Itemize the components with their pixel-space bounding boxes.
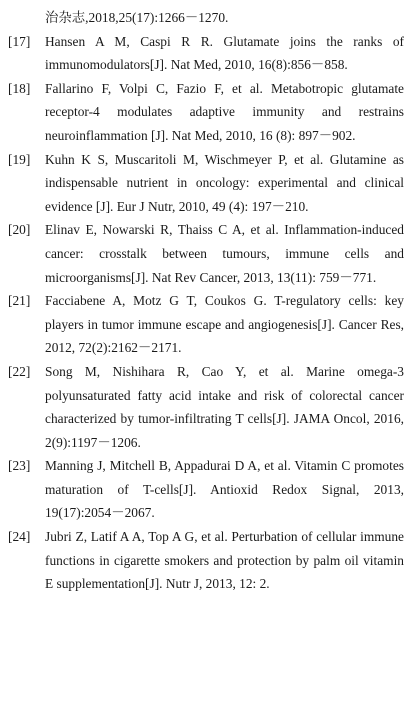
reference-item-23: [8, 454, 404, 525]
reference-number: [19]: [8, 151, 31, 167]
reference-text: Elinav E, Nowarski R, Thaiss C A, et al. Inflammation-induced cancer: crosstalk between tumours, immune cells and microorganisms[J]. Nat Rev Cancer, 2013, 13(11): 759－771.: [45, 222, 404, 285]
reference-continuation: 治杂志,2018,25(17):1266－1270.: [45, 10, 229, 25]
reference-item-19: [8, 148, 404, 219]
reference-number: [24]: [8, 529, 31, 545]
reference-number: [17]: [8, 33, 31, 49]
reference-number: [23]: [8, 458, 31, 474]
reference-text: Fallarino F, Volpi C, Fazio F, et al. Metabotropic glutamate receptor-4 modulates adaptive immunity and restrains neuroinflammation [J]. Nat Med, 2010, 16 (8): 897－902.: [45, 80, 404, 143]
reference-text: Kuhn K S, Muscaritoli M, Wischmeyer P, et al. Glutamine as indispensable nutrient in oncology: experimental and clinical evidence [J]. Eur J Nutr, 2010, 49 (4): 197－210.: [45, 151, 404, 214]
reference-text: Facciabene A, Motz G T, Coukos G. T-regulatory cells: key players in tumor immune escape and angiogenesis[J]. Cancer Res, 2012, 72(2):2162－2171.: [45, 293, 404, 356]
reference-item-24: [8, 525, 404, 596]
reference-item-18: [8, 77, 404, 148]
reference-text: Manning J, Mitchell B, Appadurai D A, et al. Vitamin C promotes maturation of T-cells[J]. Antioxid Redox Signal, 2013, 19(17):2054－2067.: [45, 458, 404, 521]
reference-text: Hansen A M, Caspi R R. Glutamate joins the ranks of immunomodulators[J]. Nat Med, 2010, 16(8):856－858.: [45, 33, 404, 73]
reference-item-21: [8, 289, 404, 360]
reference-number: [21]: [8, 293, 31, 309]
reference-text: Song M, Nishihara R, Cao Y, et al. Marine omega-3 polyunsaturated fatty acid intake and risk of colorectal cancer characterized by tumor-infiltrating T cells[J]. JAMA Oncol, 2016, 2(9):1197－1206.: [45, 363, 404, 450]
reference-number: [22]: [8, 363, 31, 379]
reference-item-22: [8, 360, 404, 454]
reference-list: [8, 30, 404, 596]
reference-item-20: [8, 218, 404, 289]
reference-number: [20]: [8, 222, 31, 238]
reference-number: [18]: [8, 80, 31, 96]
reference-text: Jubri Z, Latif A A, Top A G, et al. Perturbation of cellular immune functions in cigarette smokers and protection by palm oil vitamin E supplementation[J]. Nutr J, 2013, 12: 2.: [45, 529, 404, 592]
reference-item-17: [8, 30, 404, 77]
